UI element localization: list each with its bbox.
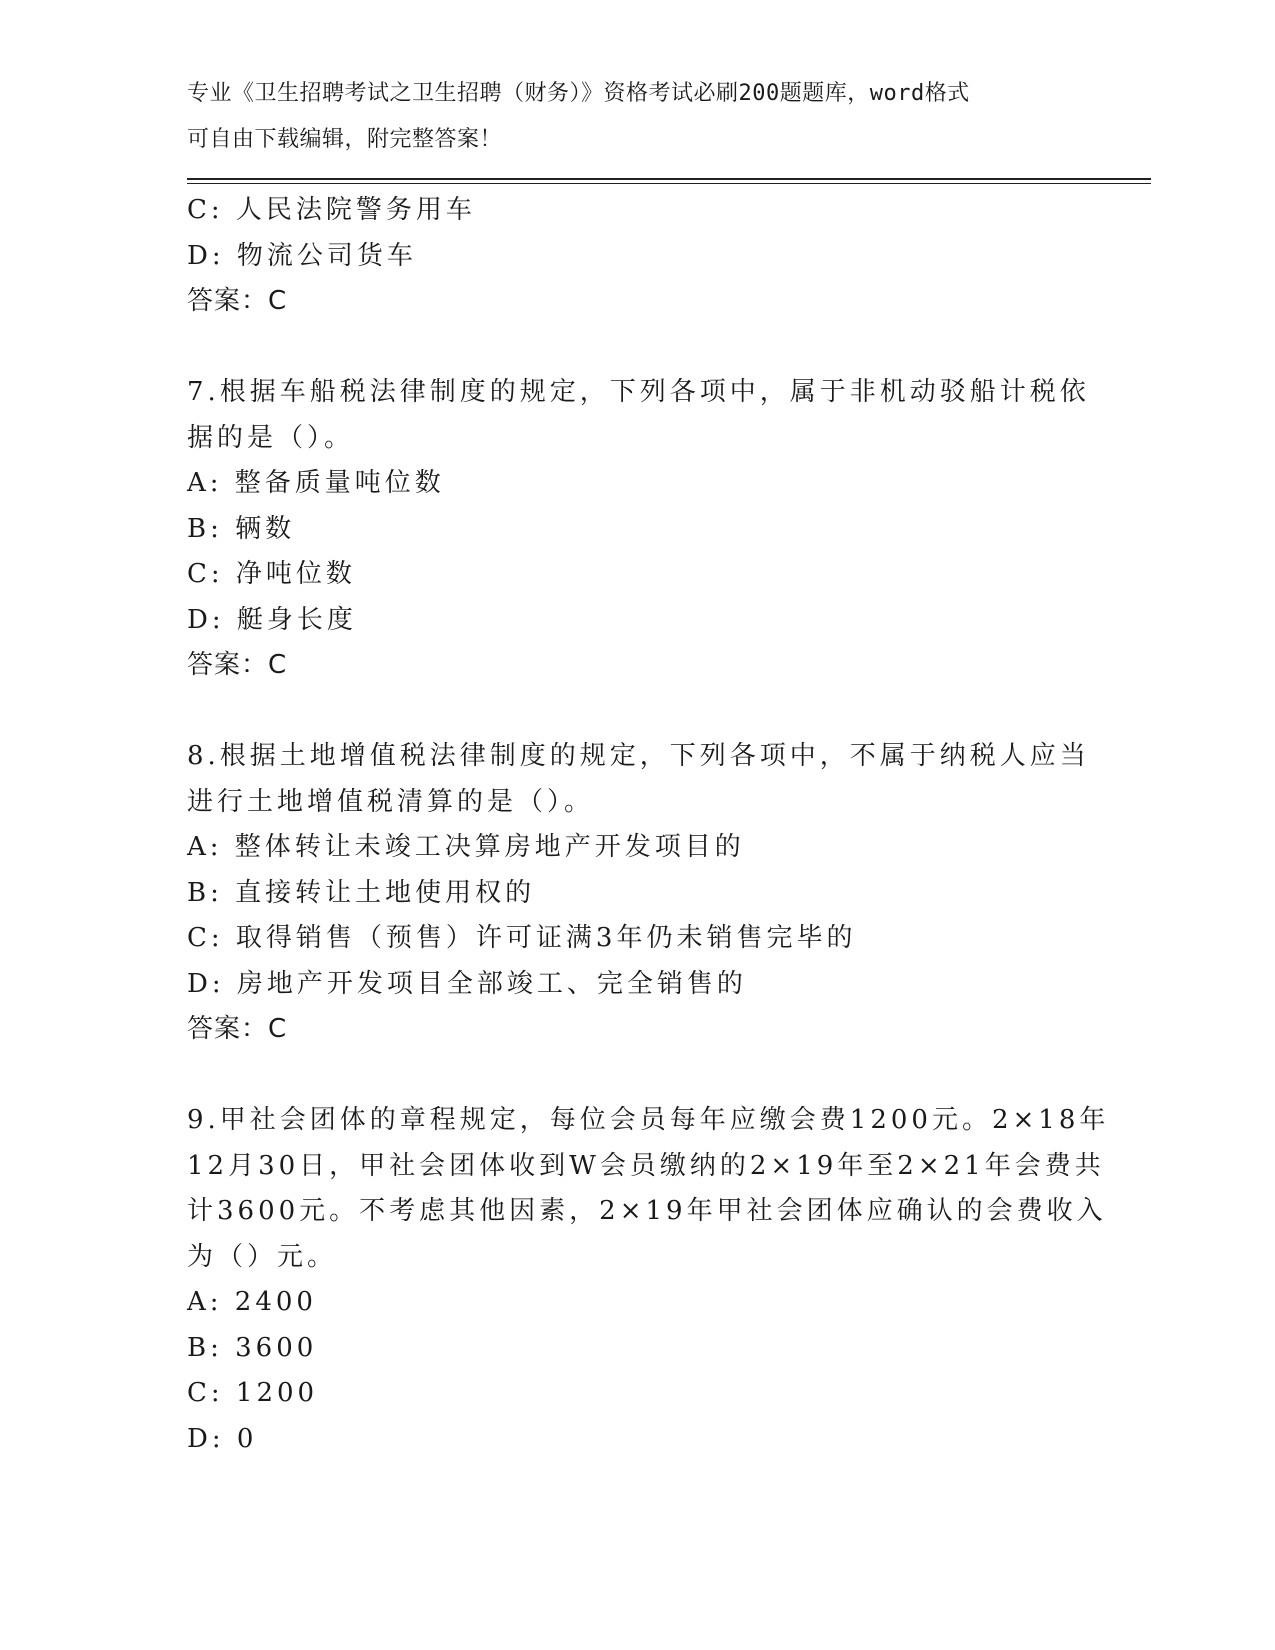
option-d: D: 艇身长度: [187, 604, 357, 635]
header-line: 可自由下载编辑，附完整答案！: [187, 126, 503, 152]
answer-line: 答案：C: [187, 1014, 288, 1044]
question-stem: 计3600元。不考虑其他因素，2×19年甲社会团体应确认的会费收入: [187, 1196, 1107, 1226]
option-c: C: 1200: [187, 1378, 319, 1408]
question-stem: 8.根据土地增值税法律制度的规定，下列各项中，不属于纳税人应当: [187, 741, 1090, 771]
header-rule-bottom: [187, 183, 1151, 184]
option-c: C: 净吨位数: [187, 559, 356, 589]
question-7: [187, 370, 1090, 689]
question-stem: 7.根据车船税法律制度的规定，下列各项中，属于非机动驳船计税依: [187, 377, 1090, 407]
option-b: B: 直接转让土地使用权的: [187, 877, 536, 908]
document-header: [187, 71, 1087, 162]
option-d: D: 房地产开发项目全部竣工、完全销售的: [187, 968, 747, 999]
question-stem: 进行土地增值税清算的是（）。: [187, 786, 595, 817]
option-d: D: 物流公司货车: [187, 240, 417, 271]
option-a: A: 2400: [187, 1287, 317, 1317]
question-8: [187, 734, 1090, 1053]
option-d: D: 0: [187, 1423, 258, 1454]
spacer: [187, 689, 1087, 735]
option-c: C: 人民法院警务用车: [187, 195, 476, 225]
question-stem: 为（）元。: [187, 1241, 338, 1272]
question-list: [187, 188, 1110, 1462]
question-stem: 9.甲社会团体的章程规定，每位会员每年应缴会费1200元。2×18年: [187, 1105, 1110, 1135]
spacer: [187, 325, 1087, 371]
answer-line: 答案：C: [187, 286, 288, 316]
question-9: [187, 1098, 1110, 1462]
option-c: C: 取得销售（预售）许可证满3年仍未销售完毕的: [187, 923, 857, 953]
option-b: B: 辆数: [187, 513, 296, 544]
option-a: A: 整体转让未竣工决算房地产开发项目的: [187, 832, 745, 862]
option-a: A: 整备质量吨位数: [187, 468, 445, 498]
answer-line: 答案：C: [187, 650, 288, 680]
question-stem: 据的是（）。: [187, 422, 355, 453]
question-stem: 12月30日，甲社会团体收到W会员缴纳的2×19年至2×21年会费共: [187, 1150, 1105, 1181]
header-line: 专业《卫生招聘考试之卫生招聘（财务）》资格考试必刷200题题库，word格式: [187, 81, 970, 106]
header-rule-top: [187, 178, 1151, 180]
spacer: [187, 1053, 1087, 1099]
option-b: B: 3600: [187, 1332, 318, 1363]
